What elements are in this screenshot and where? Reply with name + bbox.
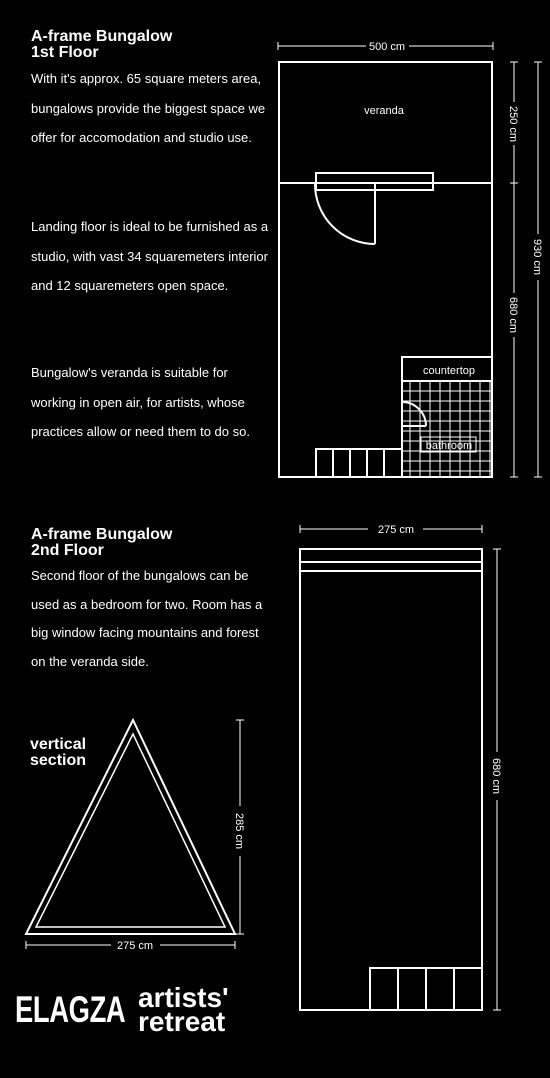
brand-name: ELAGZA	[15, 989, 126, 1030]
floor2-plan	[300, 549, 482, 1010]
section-title-line2: section	[30, 752, 87, 769]
vertical-section-drawing	[26, 720, 235, 934]
section-outer-triangle	[26, 720, 235, 934]
total-dim-label: 930 cm	[531, 238, 543, 276]
brand-tagline-line2: retreat	[138, 1006, 226, 1037]
floor1-width-label: 500 cm	[368, 41, 406, 53]
countertop-label: countertop	[423, 365, 475, 377]
veranda-dim-label: 250 cm	[507, 105, 519, 143]
interior-dim-label: 680 cm	[507, 296, 519, 334]
section-base-label: 275 cm	[116, 940, 154, 952]
floor1-stair-steps	[333, 449, 384, 477]
floor2-paragraph: Second floor of the bungalows can be used as a bedroom for two. Room has a big window facing mountains and forest on the veranda side.	[31, 568, 263, 669]
floor2-title-line2: 2nd Floor	[31, 542, 104, 559]
floor1-paragraph-area: With it's approx. 65 square meters area, bungalows provide the biggest space we offer for accomodation and studio use.	[31, 71, 266, 145]
floor2-stair-steps	[398, 968, 454, 1010]
bathroom-label: bathroom	[425, 440, 473, 452]
veranda-label: veranda	[364, 105, 404, 117]
bathroom-tile-grid	[402, 381, 492, 477]
floor1-stairs-outline	[316, 449, 402, 477]
section-inner-triangle	[36, 734, 225, 927]
floor2-length-label: 680 cm	[490, 757, 502, 795]
section-dimension-lines	[26, 720, 244, 949]
brand-tagline-line1: artists'	[138, 982, 229, 1013]
floor1-title-line2: 1st Floor	[31, 44, 99, 61]
floor2-width-label: 275 cm	[377, 524, 415, 536]
floor2-dimension-lines	[300, 525, 501, 1010]
section-height-label: 285 cm	[233, 812, 245, 850]
door-swing-arc	[315, 183, 375, 244]
floor1-title-line1: A-frame Bungalow	[31, 28, 173, 45]
bathroom-door-arc	[402, 402, 426, 426]
floor2-title-line1: A-frame Bungalow	[31, 526, 173, 543]
floor1-paragraph-veranda: Bungalow's veranda is suitable for working in open air, for artists, whose practices allow or need them to do so.	[31, 365, 250, 439]
floor1-stairs	[316, 449, 402, 477]
floor1-paragraph-studio: Landing floor is ideal to be furnished as a studio, with vast 34 squaremeters interior and 12 squaremeters open space.	[31, 219, 269, 293]
floor2-outline	[300, 549, 482, 1010]
section-title-line1: vertical	[30, 736, 87, 753]
